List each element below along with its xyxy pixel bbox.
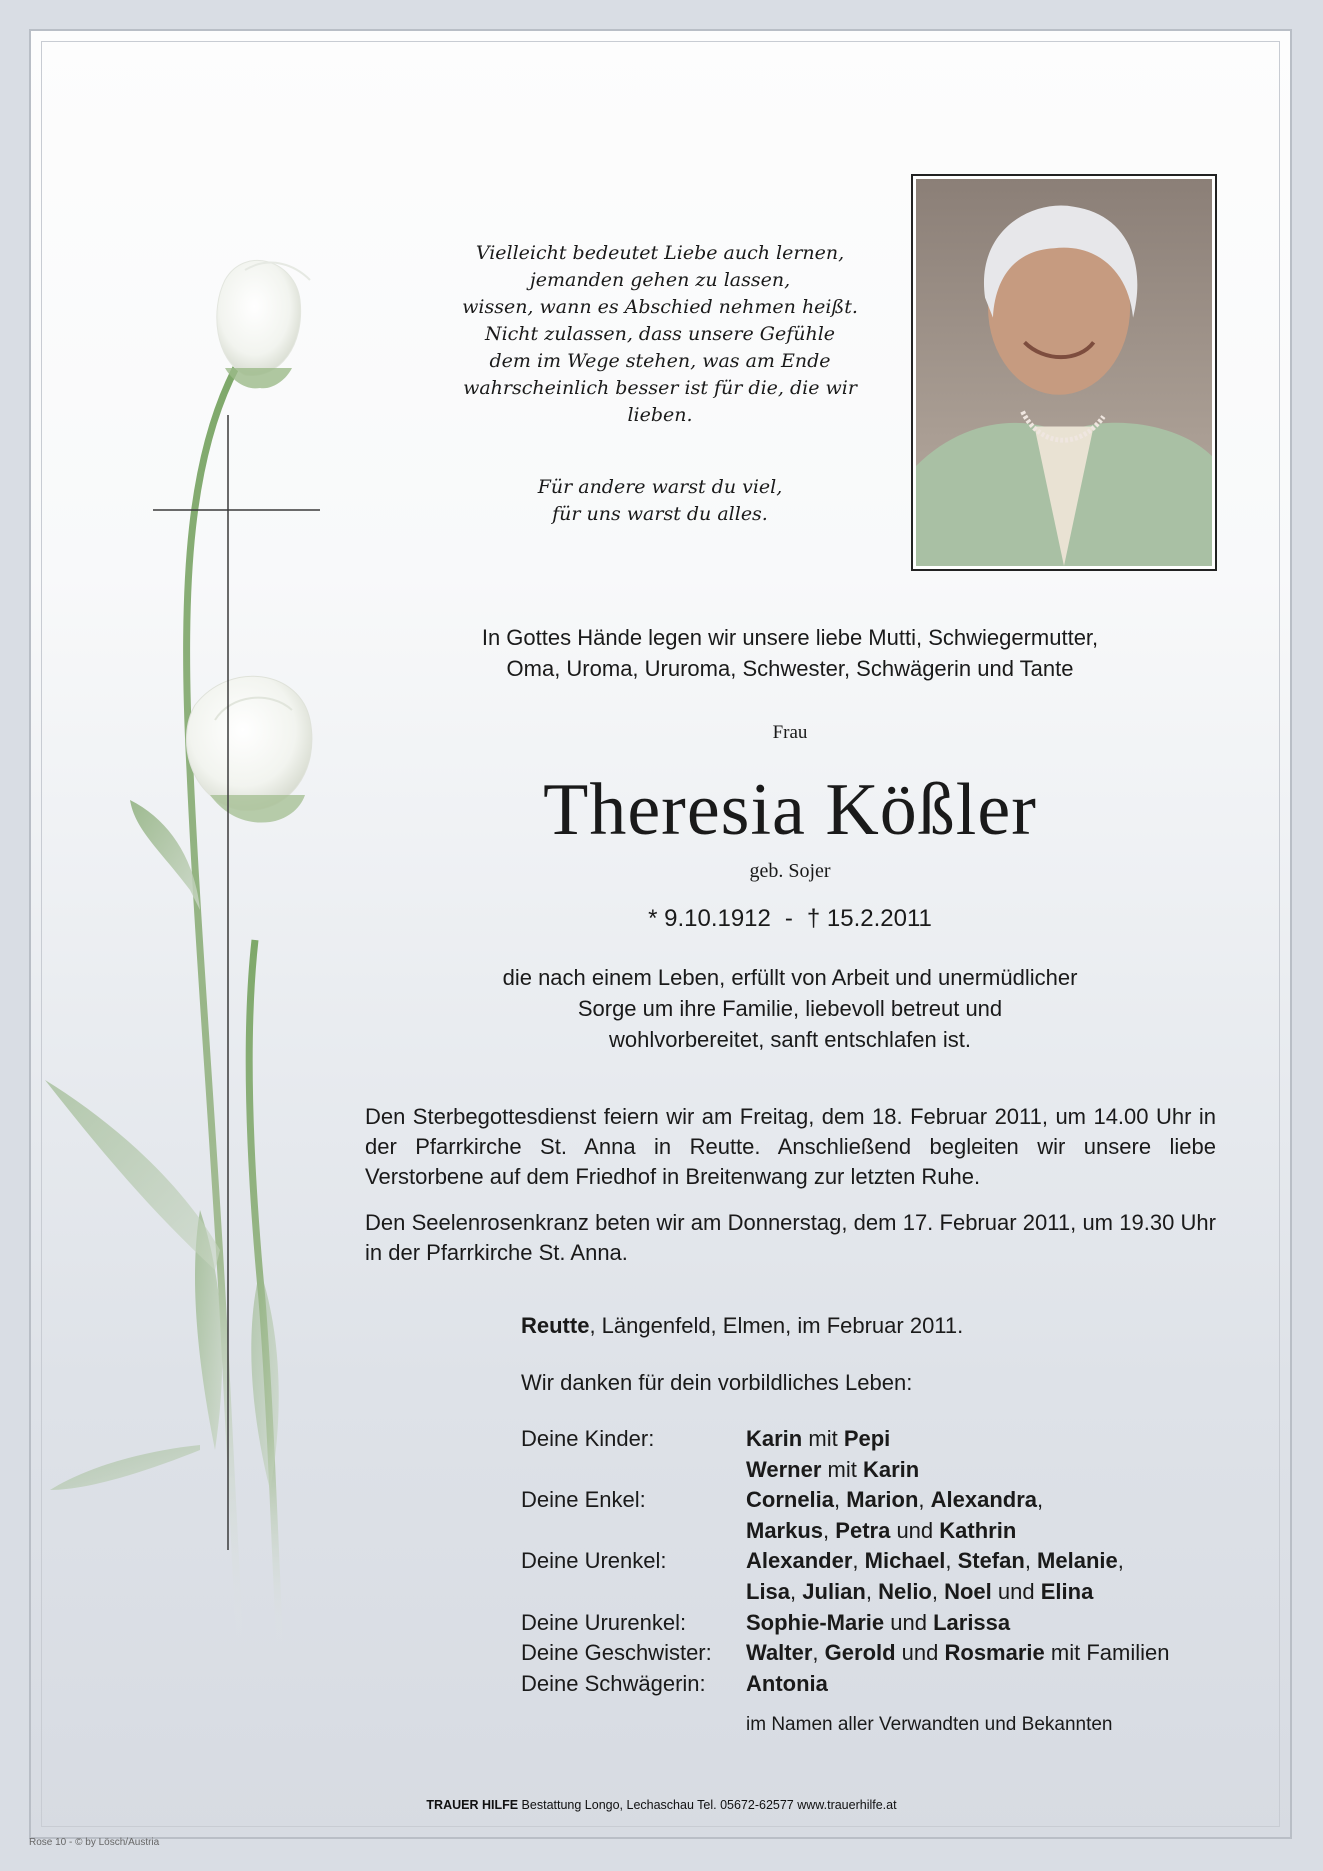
family-member-name: Kathrin <box>939 1517 1017 1543</box>
family-row <box>521 1638 1169 1669</box>
family-connector: und <box>884 1609 934 1635</box>
thanks-line: Wir danken für dein vorbildliches Leben: <box>521 1370 913 1395</box>
family-names <box>746 1424 890 1455</box>
family-member-name: Cornelia <box>746 1487 835 1513</box>
family-names <box>746 1577 1093 1608</box>
description-line-3: wohlvorbereitet, sanft entschlafen ist. <box>609 1027 971 1052</box>
family-connector: , <box>1117 1548 1124 1574</box>
rose-with-cross-illustration <box>30 250 350 1670</box>
family-row <box>521 1455 1169 1486</box>
family-member-name: Michael <box>864 1548 946 1574</box>
birth-date: * 9.10.1912 <box>648 905 771 932</box>
family-names <box>746 1608 1010 1639</box>
family-connector: und <box>895 1640 945 1666</box>
family-member-name: Markus <box>746 1517 824 1543</box>
family-member-name: Werner <box>746 1456 822 1482</box>
family-row <box>521 1516 1169 1547</box>
family-names <box>746 1455 919 1486</box>
family-relation <box>521 1577 746 1608</box>
footer-contact: Bestattung Longo, Lechaschau Tel. 05672-62577 www.trauerhilfe.at <box>518 1798 897 1812</box>
family-member-name: Karin <box>746 1426 803 1451</box>
family-row <box>521 1669 1169 1700</box>
place-date-line <box>521 1313 963 1339</box>
deceased-name: Theresia Kößler <box>543 769 1037 851</box>
intro-line-2: Oma, Uroma, Ururoma, Schwester, Schwägerin und Tante <box>506 656 1074 681</box>
family-list <box>521 1424 1169 1699</box>
family-names <box>746 1516 1016 1547</box>
family-relation: Deine Kinder: <box>521 1426 655 1451</box>
family-connector: mit Familien <box>1044 1640 1170 1666</box>
poem-line: wissen, wann es Abschied nehmen heißt. <box>462 296 858 318</box>
family-row <box>521 1608 1169 1639</box>
family-member-name: Alexander <box>746 1548 853 1574</box>
life-dates <box>360 905 1220 933</box>
family-relation: Deine Geschwister: <box>521 1640 712 1666</box>
family-member-name: Rosmarie <box>944 1640 1045 1666</box>
funeral-service-text: Den Sterbegottesdienst feiern wir am Freitag, dem 18. Februar 2011, um 14.00 Uhr in der Pfarrkirche St. Anna in Reutte. Anschließend begleiten wir unsere liebe Verstorbene auf dem Friedhof in Breitenwang zur letzten Ruhe. <box>365 1104 1216 1189</box>
poem-line: Nicht zulassen, dass unsere Gefühle <box>484 323 836 345</box>
family-connector: mit <box>802 1426 844 1451</box>
family-connector: , <box>1024 1548 1038 1574</box>
family-member-name: Walter <box>746 1640 813 1666</box>
family-member-name: Elina <box>1040 1578 1094 1604</box>
family-member-name: Larissa <box>933 1609 1011 1635</box>
family-connector: , <box>931 1578 945 1604</box>
family-connector: , <box>812 1640 825 1666</box>
family-member-name: Nelio <box>878 1578 932 1604</box>
poem-line: wahrscheinlich besser ist für die, die wir lieben. <box>463 377 857 426</box>
portrait-image <box>916 179 1212 566</box>
funeral-home-footer <box>0 1798 1323 1812</box>
place-town: Reutte <box>521 1313 590 1338</box>
family-row <box>521 1485 1169 1516</box>
family-connector: , <box>945 1548 958 1574</box>
description-line-1: die nach einem Leben, erfüllt von Arbeit und unermüdlicher <box>502 965 1078 990</box>
family-connector: mit <box>821 1456 863 1482</box>
family-connector: , <box>852 1548 865 1574</box>
family-names <box>746 1485 1043 1516</box>
family-names <box>746 1638 1169 1669</box>
family-connector: , <box>834 1487 847 1513</box>
family-member-name: Stefan <box>957 1548 1025 1574</box>
family-connector: , <box>865 1578 879 1604</box>
family-member-name: Petra <box>835 1517 891 1543</box>
family-member-name: Julian <box>802 1578 866 1604</box>
family-row <box>521 1577 1169 1608</box>
family-relation: Deine Schwägerin: <box>521 1670 706 1696</box>
poem-line: dem im Wege stehen, was am Ende <box>489 350 831 372</box>
rosary-text: Den Seelenrosenkranz beten wir am Donnerstag, dem 17. Februar 2011, um 19.30 Uhr in der Pfarrkirche St. Anna. <box>365 1210 1216 1265</box>
family-member-name: Sophie-Marie <box>746 1609 885 1635</box>
family-member-name: Marion <box>846 1487 919 1513</box>
title-frau: Frau <box>772 722 808 743</box>
family-connector: , <box>918 1487 931 1513</box>
family-connector: und <box>890 1517 940 1543</box>
memorial-poem <box>430 240 890 528</box>
portrait-photo <box>911 174 1217 571</box>
family-member-name: Antonia <box>746 1670 828 1696</box>
family-relation <box>521 1455 746 1486</box>
footer-brand: TRAUER HILFE <box>426 1798 519 1812</box>
family-connector: und <box>991 1578 1041 1604</box>
family-connector: , <box>823 1517 836 1543</box>
family-member-name: Alexandra <box>930 1487 1038 1513</box>
date-separator: - <box>784 905 793 932</box>
family-relation: Deine Ururenkel: <box>521 1609 687 1635</box>
poem-line: Für andere warst du viel, <box>537 476 783 498</box>
poem-line: jemanden gehen zu lassen, <box>529 269 791 291</box>
poem-stanza-2 <box>430 474 890 528</box>
description-line-2: Sorge um ihre Familie, liebevoll betreut und <box>577 996 1003 1021</box>
family-member-name: Gerold <box>824 1640 896 1666</box>
family-connector: , <box>790 1578 803 1604</box>
life-description <box>360 962 1220 1055</box>
family-names <box>746 1669 828 1700</box>
place-rest: , Längenfeld, Elmen, im Februar 2011. <box>589 1313 964 1338</box>
image-credit: Rose 10 - © by Lösch/Austria <box>29 1837 160 1848</box>
family-relation: Deine Enkel: <box>521 1487 646 1513</box>
intro-line-1: In Gottes Hände legen wir unsere liebe Mutti, Schwiegermutter, <box>481 625 1099 650</box>
family-row <box>521 1424 1169 1455</box>
family-names <box>746 1546 1124 1577</box>
birth-name: geb. Sojer <box>749 860 831 882</box>
poem-line: Vielleicht bedeutet Liebe auch lernen, <box>475 242 845 264</box>
family-relation <box>521 1516 746 1547</box>
family-connector: , <box>1037 1487 1044 1513</box>
family-member-name: Pepi <box>843 1426 891 1451</box>
family-member-name: Karin <box>862 1456 920 1482</box>
closing-line: im Namen aller Verwandten und Bekannten <box>746 1714 1113 1735</box>
family-member-name: Melanie <box>1037 1548 1118 1574</box>
family-member-name: Noel <box>944 1578 992 1604</box>
family-row <box>521 1546 1169 1577</box>
poem-stanza-1 <box>430 240 890 429</box>
poem-line: für uns warst du alles. <box>552 503 768 525</box>
intro-text <box>360 622 1220 684</box>
family-member-name: Lisa <box>746 1578 791 1604</box>
death-date: † 15.2.2011 <box>806 905 932 932</box>
family-relation: Deine Urenkel: <box>521 1548 667 1574</box>
